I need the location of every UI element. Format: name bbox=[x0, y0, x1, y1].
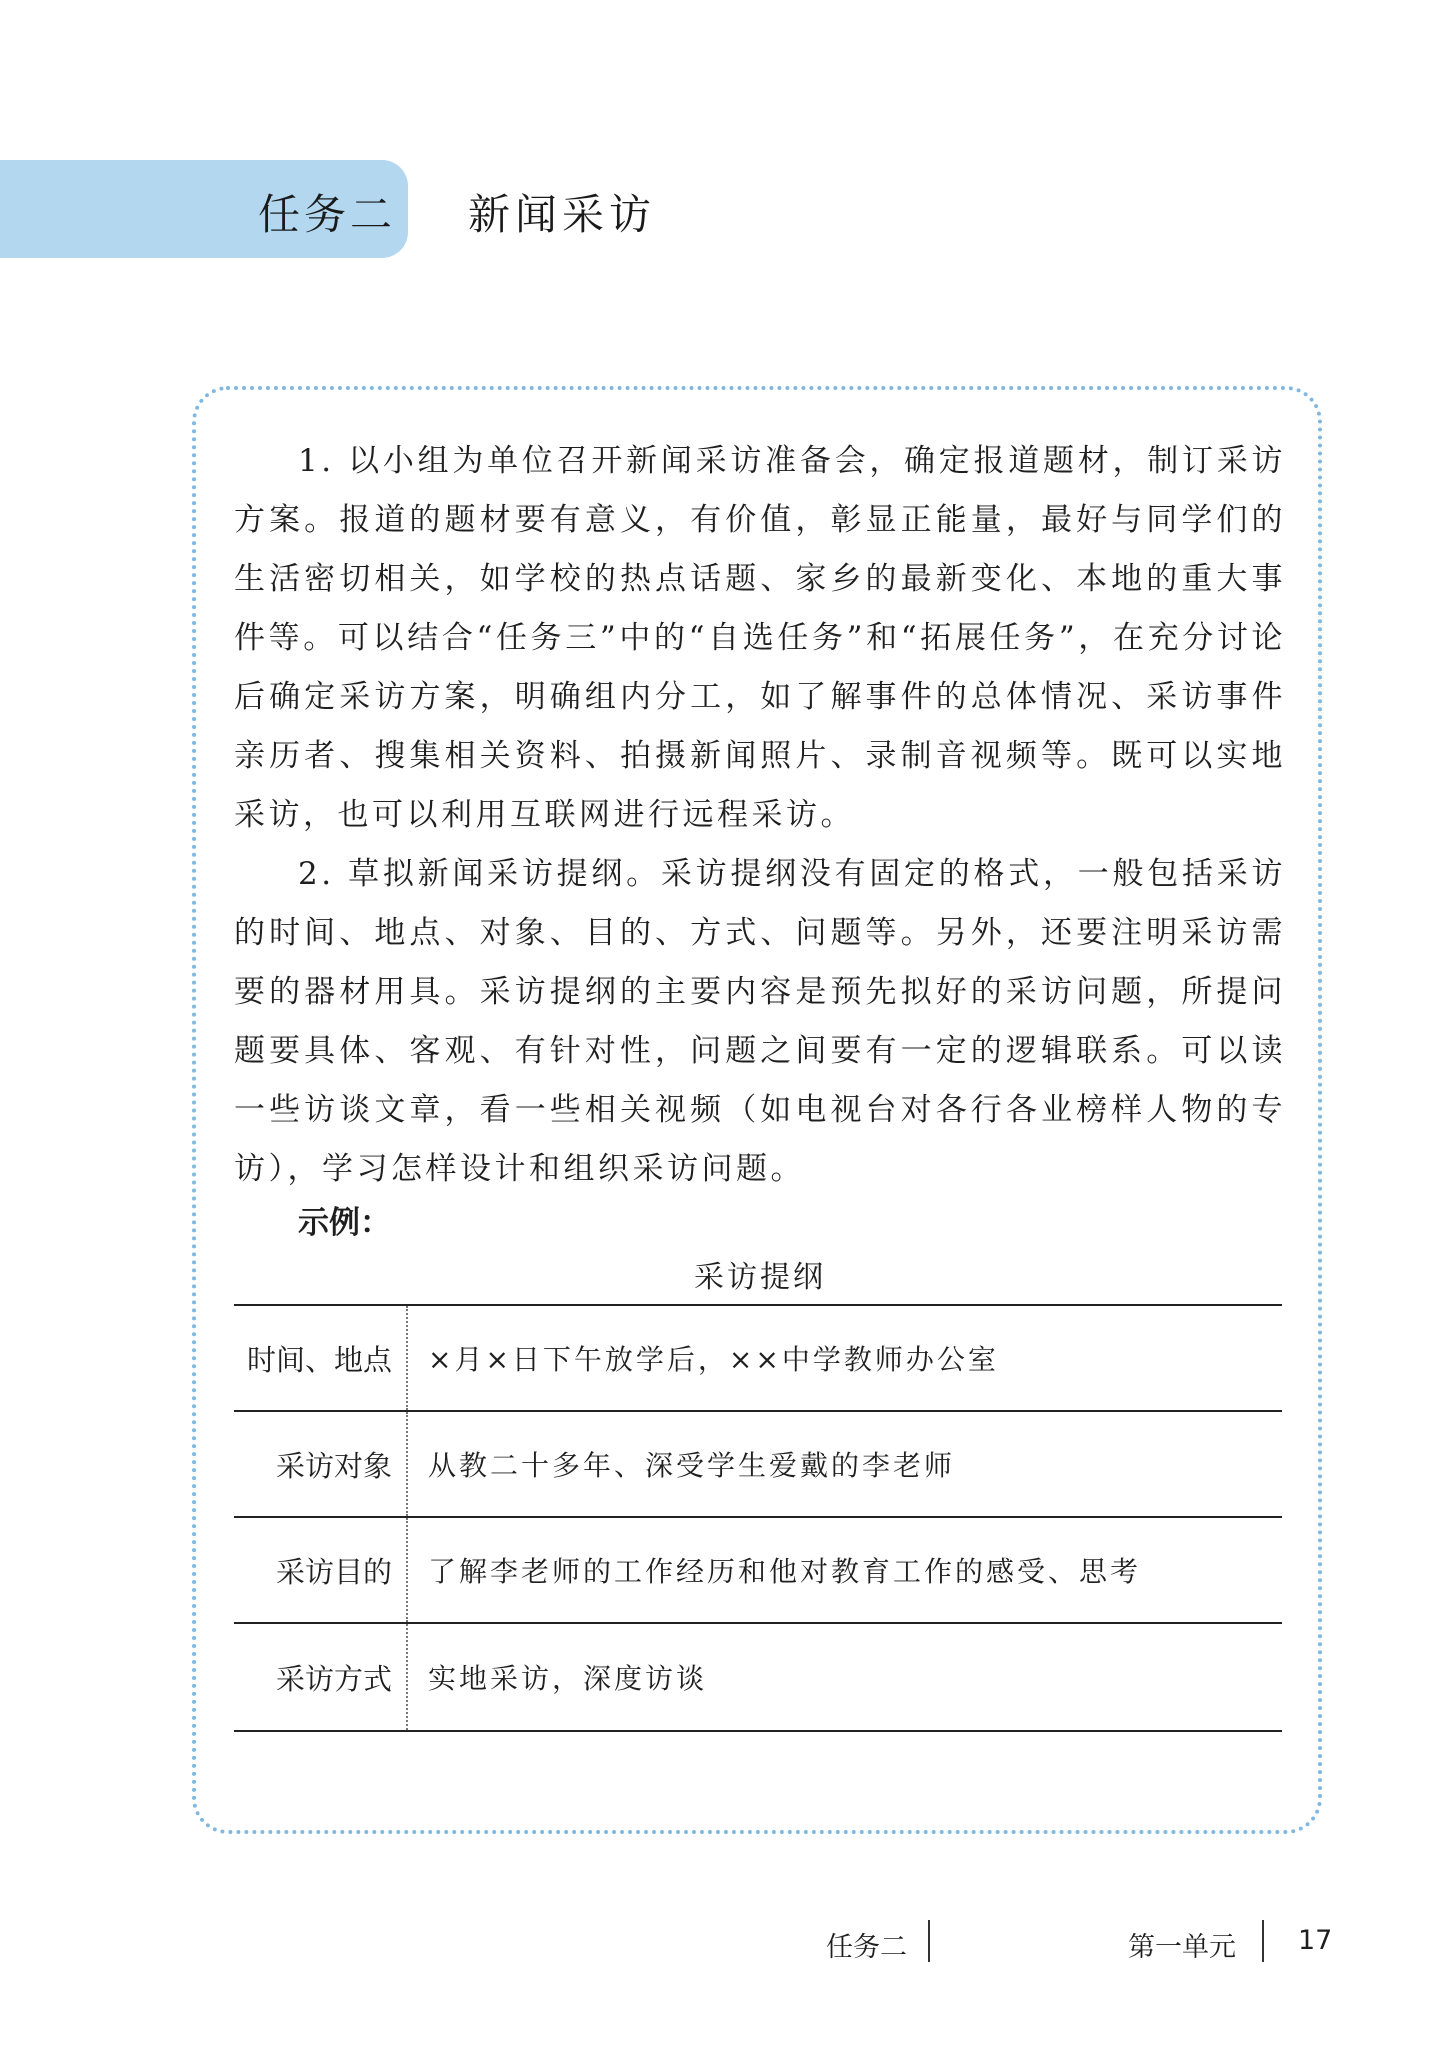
interview-outline-table bbox=[234, 1304, 1282, 1732]
table-row bbox=[234, 1306, 1282, 1412]
table-caption: 采访提纲 bbox=[694, 1260, 826, 1295]
row-value: 了解李老师的工作经历和他对教育工作的感受、思考 bbox=[428, 1555, 1142, 1588]
example-label: 示例： bbox=[298, 1205, 391, 1241]
row-label: 采访方式 bbox=[234, 1624, 408, 1730]
row-value: 从教二十多年、深受学生爱戴的李老师 bbox=[428, 1449, 956, 1482]
paragraph-1: 1. 以小组为单位召开新闻采访准备会，确定报道题材，制订采访方案。报道的题材要有意义，有价值，彰显正能量，最好与同学们的生活密切相关，如学校的热点话题、家乡的最新变化、本地的重大事件等。可以结合“任务三”中的“自选任务”和“拓展任务”，在充分讨论后确定采访方案，明确组内分工，如了解事件的总体情况、采访事件亲历者、搜集相关资料、拍摄新闻照片、录制音视频等。既可以实地采访，也可以利用互联网进行远程采访。 bbox=[234, 443, 1286, 833]
table-row bbox=[234, 1412, 1282, 1518]
footer-unit: 第一单元 bbox=[1128, 1932, 1236, 1963]
body-text bbox=[234, 432, 1286, 1199]
row-value: 实地采访，深度访谈 bbox=[428, 1662, 708, 1695]
row-label: 时间、地点 bbox=[234, 1306, 408, 1410]
row-label: 采访对象 bbox=[234, 1412, 408, 1516]
table-row bbox=[234, 1624, 1282, 1732]
paragraph-2: 2. 草拟新闻采访提纲。采访提纲没有固定的格式，一般包括采访的时间、地点、对象、目的、方式、问题等。另外，还要注明采访需要的器材用具。采访提纲的主要内容是预先拟好的采访问题，所提问题要具体、客观、有针对性，问题之间要有一定的逻辑联系。可以读一些访谈文章，看一些相关视频（如电视台对各行各业榜样人物的专访），学习怎样设计和组织采访问题。 bbox=[234, 856, 1286, 1187]
footer-divider bbox=[928, 1920, 930, 1962]
page-number: 17 bbox=[1298, 1925, 1333, 1956]
section-title: 新闻采访 bbox=[468, 190, 657, 239]
task-label: 任务二 bbox=[258, 190, 397, 239]
row-value: ×月×日下午放学后，××中学教师办公室 bbox=[428, 1343, 999, 1376]
row-label: 采访目的 bbox=[234, 1518, 408, 1622]
footer-task: 任务二 bbox=[826, 1932, 907, 1963]
footer-divider bbox=[1262, 1920, 1264, 1962]
table-row bbox=[234, 1518, 1282, 1624]
